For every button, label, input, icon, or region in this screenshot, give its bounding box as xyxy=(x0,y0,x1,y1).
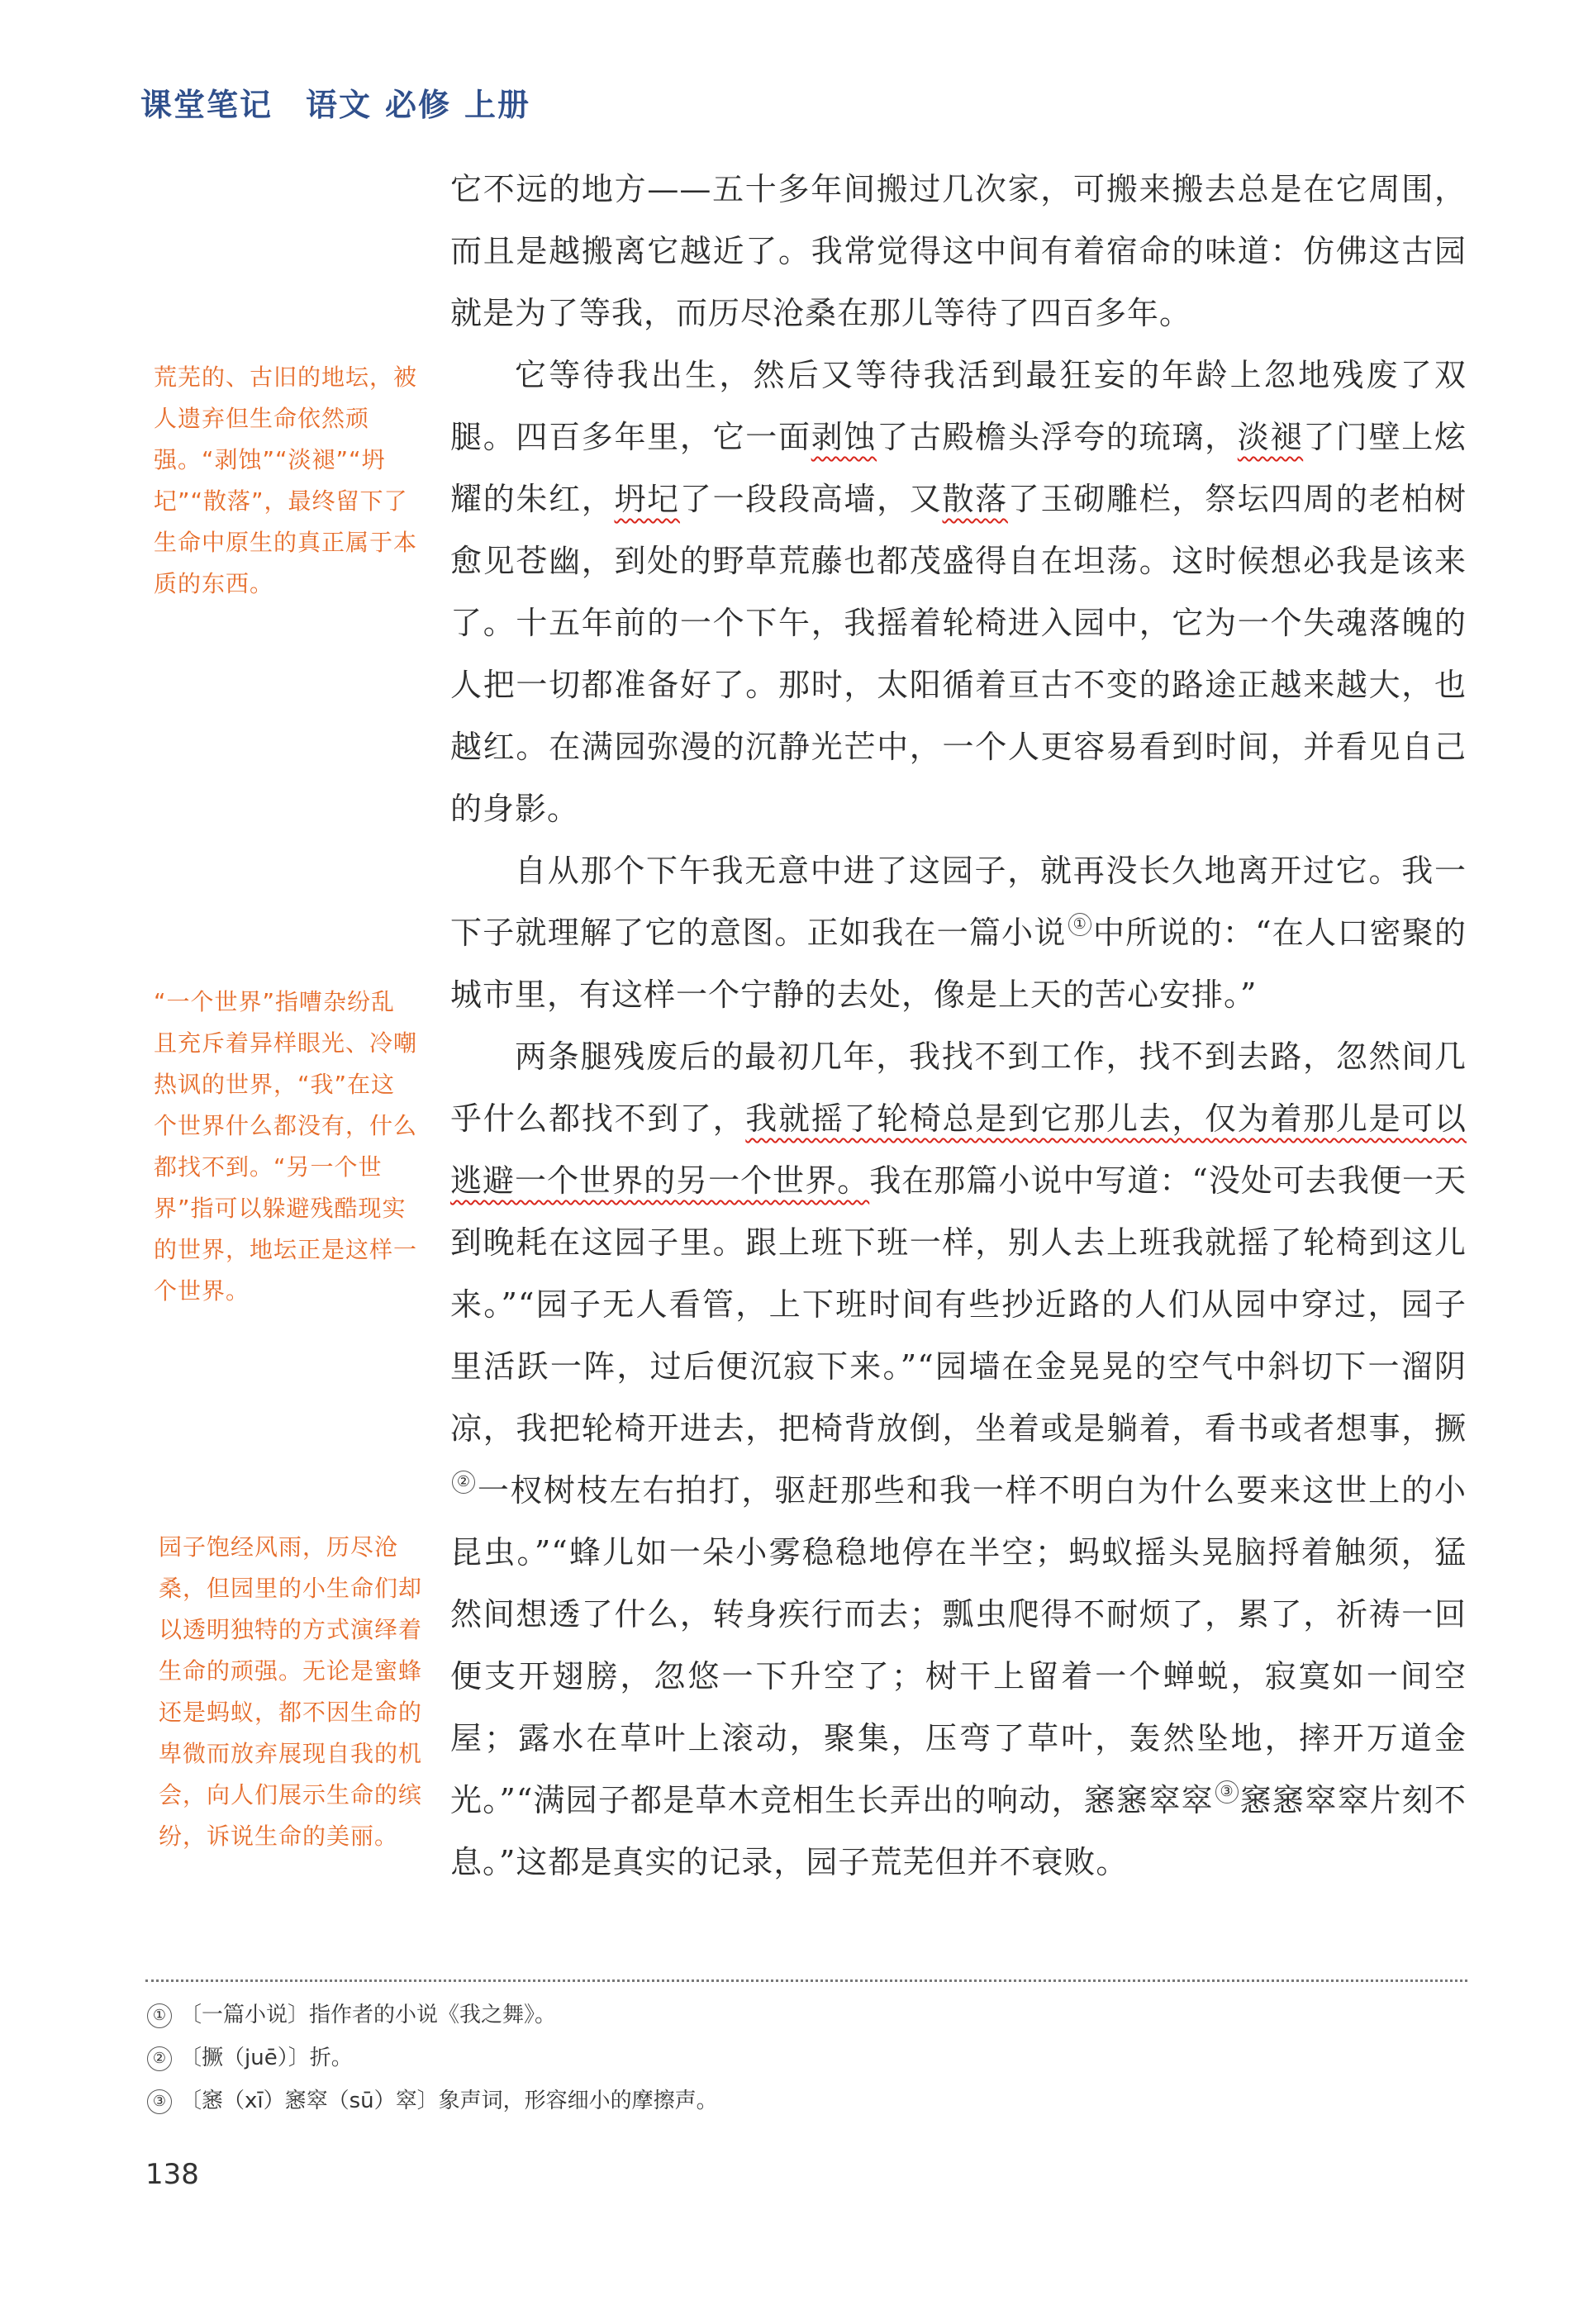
header-subject: 语文 xyxy=(306,87,373,123)
footnote-divider xyxy=(145,1979,1467,1982)
text-run: 我在那篇小说中写道：“没处可去我便一天到晚耗在这园子里。跟上班下班一样，别人去上班我就摇了轮椅到这儿来。”“园子无人看管，上下班时间有些抄近路的人们从园中穿过，园子里活跃一阵，过后便沉寂下来。”“园墙在金晃晃的空气中斜切下一溜阴凉，我把轮椅开进去，把椅背放倒，坐着或是躺着，看书或者想事，撅 xyxy=(450,1162,1467,1447)
side-note-2: “一个世界”指嘈杂纷乱且充斥着异样眼光、冷嘲热讽的世界，“我”在这个世界什么都没有，什么都找不到。“另一个世界”指可以躲避残酷现实的世界，地坛正是这样一个世界。 xyxy=(154,988,418,1305)
footnote-number: ① xyxy=(147,2003,172,2028)
text-run: 一杈树枝左右拍打，驱赶那些和我一样不明白为什么要来这世上的小昆虫。”“蜂儿如一朵小雾稳稳地停在半空；蚂蚁摇头晃脑捋着触须，猛然间想透了什么，转身疾行而去；瓢虫爬得不耐烦了，累了，祈祷一回便支开翅膀，忽悠一下升空了；树干上留着一个蝉蜕，寂寞如一间空屋；露水在草叶上滚动，聚集，压弯了草叶，轰然坠地，摔开万道金光。”“满园子都是草木竞相生长弄出的响动，窸窸窣窣 xyxy=(450,1472,1467,1818)
wavy-underlined-word: 剥蚀 xyxy=(811,419,877,455)
text-run: 自从那个下午我无意中进了这园子，就再没长久地离开过它。我一下子就理解了它的意图。正如我在一篇小说 xyxy=(450,853,1467,951)
paragraph-2 xyxy=(450,345,1467,840)
wavy-underlined-word: 散落 xyxy=(942,481,1008,517)
page-number: 138 xyxy=(145,2158,199,2191)
text-run: 了门壁上炫耀的朱红， xyxy=(450,419,1467,517)
main-text xyxy=(450,159,1467,1894)
side-note-3: 园子饱经风雨，历尽沧桑，但园里的小生命们却以透明独特的方式演绎着生命的顽强。无论是蜜蜂还是蚂蚁，都不因生命的卑微而放弃展现自我的机会，向人们展示生命的缤纷，诉说生命的美丽。 xyxy=(159,1533,423,1850)
footnote-number: ③ xyxy=(147,2089,172,2114)
paragraph-1: 它不远的地方——五十多年间搬过几次家，可搬来搬去总是在它周围，而且是越搬离它越近了。我常觉得这中间有着宿命的味道：仿佛这古园就是为了等我，而历尽沧桑在那儿等待了四百多年。 xyxy=(450,171,1467,331)
footnote-text: 〔撅（juē）〕折。 xyxy=(180,2046,353,2070)
footnote-text: 〔窸（xī）窸窣（sū）窣〕象声词，形容细小的摩擦声。 xyxy=(180,2089,718,2113)
text-run: 了古殿檐头浮夸的琉璃， xyxy=(877,419,1238,455)
footnote-number: ② xyxy=(147,2046,172,2071)
text-run: 中所说的：“在人口密聚的城市里，有这样一个宁静的去处，像是上天的苦心安排。” xyxy=(450,915,1467,1013)
text-run: 了一段段高墙，又 xyxy=(679,481,943,517)
text-run: 窸窸窣窣片刻不息。”这都是真实的记录，园子荒芜但并不衰败。 xyxy=(450,1782,1467,1880)
footnote-ref-1[interactable]: ① xyxy=(1068,913,1091,936)
text-run: 它等待我出生，然后又等待我活到最狂妄的年龄上忽地残废了双腿。四百多年里，它一面 xyxy=(450,357,1467,455)
footnote-2 xyxy=(145,2041,1467,2071)
footnote-text: 〔一篇小说〕指作者的小说《我之舞》。 xyxy=(180,2003,557,2027)
footnote-ref-2[interactable]: ② xyxy=(452,1471,475,1494)
header-grade: 必修 xyxy=(385,87,452,123)
wavy-underlined-word: 坍圮 xyxy=(614,481,680,517)
wavy-underlined-sentence: 我就摇了轮椅总是到它那儿去，仅为着那儿是可以逃避一个世界的另一个世界。 xyxy=(450,1100,1467,1199)
text-run: 了玉砌雕栏，祭坛四周的老柏树愈见苍幽，到处的野草荒藤也都茂盛得自在坦荡。这时候想必我是该来了。十五年前的一个下午，我摇着轮椅进入园中，它为一个失魂落魄的人把一切都准备好了。那时，太阳循着亘古不变的路途正越来越大，也越红。在满园弥漫的沉静光芒中，一个人更容易看到时间，并看见自己的身影。 xyxy=(450,481,1467,827)
header-volume: 上册 xyxy=(464,87,531,123)
wavy-underlined-word: 淡褪 xyxy=(1237,419,1304,455)
text-run: 两条腿残废后的最初几年，我找不到工作，找不到去路，忽然间几乎什么都找不到了， xyxy=(450,1038,1467,1137)
running-header xyxy=(140,79,563,125)
header-series: 课堂笔记 xyxy=(140,87,273,123)
footnote-1 xyxy=(145,1998,1467,2028)
paragraph-4 xyxy=(450,1026,1467,1894)
footnote-ref-3[interactable]: ③ xyxy=(1215,1780,1239,1804)
paragraph-3 xyxy=(450,840,1467,1026)
footnote-3 xyxy=(145,2084,1467,2114)
side-note-1: 荒芜的、古旧的地坛，被人遗弃但生命依然顽强。“剥蚀”“淡褪”“坍圮”“散落”，最终留下了生命中原生的真正属于本质的东西。 xyxy=(154,364,418,597)
